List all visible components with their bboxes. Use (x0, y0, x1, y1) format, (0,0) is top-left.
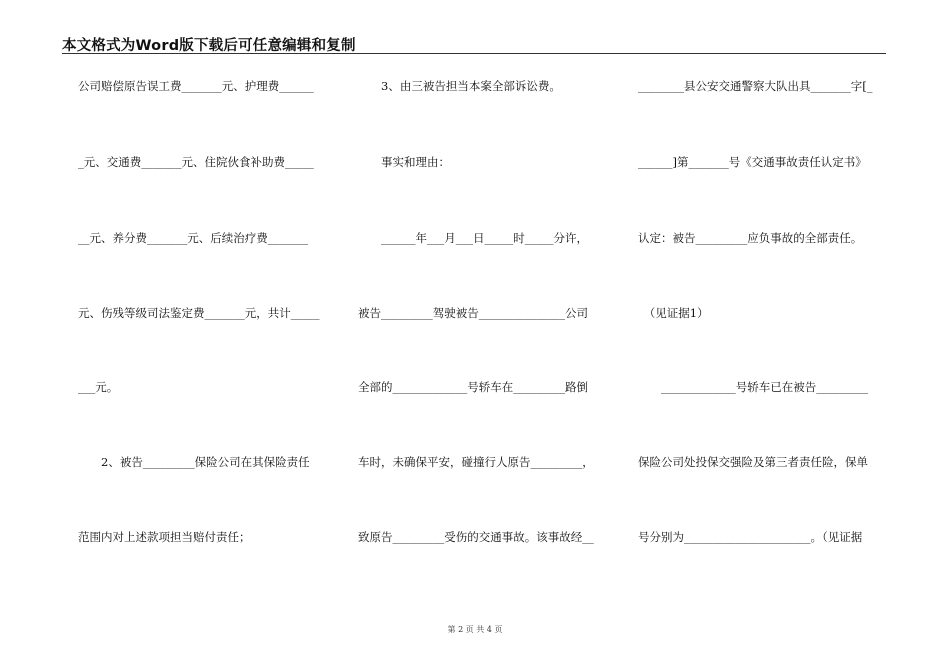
text-line: __元、养分费_______元、后续治疗费_______ (78, 231, 308, 245)
text-line: 事实和理由： (358, 155, 450, 169)
text-line: 3、由三被告担当本案全部诉讼费。 (358, 79, 561, 93)
text-line: （见证据1） (638, 306, 709, 320)
text-line: _____________号轿车已在被告_________ (638, 380, 868, 394)
text-line: ___元。 (78, 380, 119, 394)
text-line: 2、被告_________保险公司在其保险责任 (78, 455, 310, 469)
text-line: 范围内对上述款项担当赔付责任； (78, 530, 251, 544)
text-line: _元、交通费_______元、住院伙食补助费_____ (78, 155, 314, 169)
text-line: 致原告_________受伤的交通事故。该事故经__ (358, 530, 594, 544)
text-line: 公司赔偿原告误工费_______元、护理费______ (78, 79, 314, 93)
page-number-footer: 第 2 页 共 4 页 (447, 625, 503, 634)
header-divider (62, 53, 886, 54)
text-line: ______年___月___日_____时_____分许， (358, 231, 588, 245)
document-header-title: 本文格式为Word版下载后可任意编辑和复制 (62, 38, 356, 54)
text-line: ________县公安交通警察大队出具_______字[_ (638, 79, 873, 93)
text-line: 被告_________驾驶被告_______________公司 (358, 306, 588, 320)
text-line: 认定：被告_________应负事故的全部责任。 (638, 231, 863, 245)
text-line: 全部的_____________号轿车在_________路倒 (358, 380, 588, 394)
text-line: 保险公司处投保交强险及第三者责任险，保单 (638, 455, 868, 469)
text-line: 元、伤残等级司法鉴定费_______元，共计_____ (78, 306, 320, 320)
text-line: 车时，未确保平安，碰撞行人原告_________， (358, 455, 594, 469)
text-line: ______]第_______号《交通事故责任认定书》 (638, 155, 867, 169)
text-line: 号分别为______________________。（见证据 (638, 530, 863, 544)
